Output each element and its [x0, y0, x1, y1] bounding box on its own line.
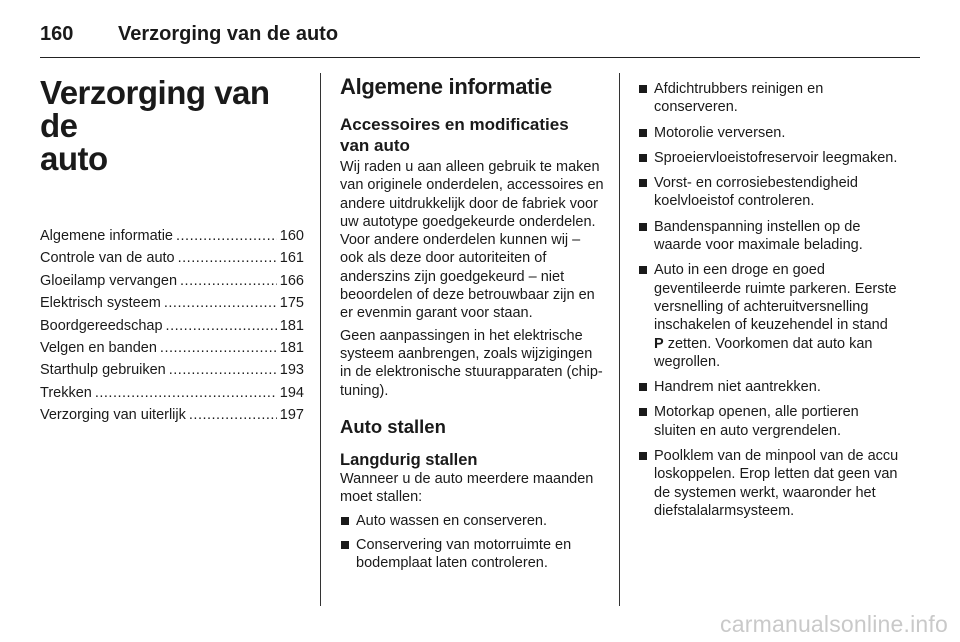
list-item: Sproeiervloeistofreservoir leegmaken. — [638, 149, 900, 167]
chapter-title — [40, 76, 304, 175]
toc-entry[interactable] — [40, 270, 304, 292]
paragraph-accessories: Wij raden u aan alleen gebruik te maken van originele onderdelen, accessoires en andere uitdrukkelijk door de fabriek voor uw autotype goedgekeurde onderdelen. Voor andere onderdelen kunnen wij – ook als deze door autoriteiten of anderszins zijn goedgekeurd – niet beoordelen of deze betrouwbaar zijn en er evenmin garant voor staan. — [340, 159, 604, 322]
list-item: Motorolie verversen. — [638, 124, 900, 142]
toc-entry-page: 161 — [279, 250, 304, 267]
toc-entry[interactable] — [40, 315, 304, 337]
chapter-title-line2: auto — [40, 140, 108, 177]
toc-entry-title: Controle van de auto — [40, 250, 175, 267]
chapter-title-line1: Verzorging van de — [40, 74, 270, 144]
column-divider-2 — [619, 73, 620, 606]
storage-list-continued — [638, 80, 900, 520]
list-item: Afdichtrubbers reinigen en conserveren. — [638, 80, 900, 117]
list-item: Bandenspanning instellen op de waarde voor maximale belading. — [638, 218, 900, 255]
section-title-storage: Auto stallen — [340, 415, 446, 437]
list-item: Handrem niet aantrekken. — [638, 378, 900, 396]
toc-entry[interactable] — [40, 225, 304, 247]
gear-position-key: P — [654, 335, 664, 352]
toc-entry-title: Trekken — [40, 384, 92, 401]
toc-entry[interactable] — [40, 247, 304, 269]
toc-entry-page: 160 — [279, 228, 304, 244]
toc-leader — [189, 404, 277, 426]
toc-entry[interactable] — [40, 292, 304, 314]
toc-entry-page: 181 — [279, 340, 304, 357]
table-of-contents — [40, 225, 304, 427]
toc-entry[interactable] — [40, 359, 304, 381]
running-title: Verzorging van de auto — [118, 22, 339, 45]
toc-leader — [180, 270, 277, 292]
list-item: Motorkap openen, alle portieren sluiten en auto vergrendelen. — [638, 403, 900, 440]
toc-entry-title: Verzorging van uiterlijk — [40, 407, 186, 424]
subsection-title-line2: van auto — [340, 136, 410, 155]
toc-leader — [176, 225, 277, 247]
paragraph-electrical: Geen aanpassingen in het elektrische systeem aanbrengen, zoals wijzigingen in de elektronische stuurapparaten (chip-tuning). — [340, 327, 603, 399]
subsection-title-long-storage: Langdurig stallen — [340, 450, 478, 469]
storage-list — [340, 512, 604, 572]
toc-leader — [169, 359, 277, 381]
paragraph-storage-intro: Wanneer u de auto meerdere maanden moet stallen: — [340, 470, 594, 506]
list-item: Conservering van motorruimte en bodemplaat laten controleren. — [340, 536, 604, 573]
toc-entry-title: Algemene informatie — [40, 228, 173, 244]
list-item: Auto wassen en conserveren. — [340, 512, 604, 530]
toc-leader — [160, 337, 277, 359]
toc-leader — [178, 247, 277, 269]
toc-leader — [164, 292, 277, 314]
toc-entry-title: Velgen en banden — [40, 340, 157, 357]
list-item — [638, 261, 900, 371]
toc-entry[interactable] — [40, 337, 304, 359]
toc-entry[interactable] — [40, 382, 304, 404]
list-item-text-before: Auto in een droge en goed geventileerde ruimte parkeren. Eerste versnelling of achteruitversnelling inschakelen of keuzehendel in stand — [654, 262, 897, 334]
header-rule — [40, 57, 920, 58]
toc-entry-page: 181 — [279, 317, 304, 334]
page-number: 160 — [40, 22, 74, 45]
toc-entry-page: 193 — [279, 362, 304, 379]
toc-entry-title: Gloeilamp vervangen — [40, 272, 178, 289]
section-title-general: Algemene informatie — [340, 74, 552, 99]
subsection-title-accessories — [340, 114, 604, 156]
toc-leader — [166, 315, 277, 337]
content-column-middle — [340, 70, 604, 577]
list-item-text-after: zetten. Voorkomen dat auto kan wegrollen. — [654, 335, 873, 370]
toc-leader — [95, 382, 277, 404]
list-item: Vorst- en corrosiebestendigheid koelvloeistof controleren. — [638, 174, 900, 211]
chapter-column — [40, 70, 304, 427]
subsection-title-line1: Accessoires en modificaties — [340, 115, 569, 134]
toc-entry-title: Boordgereedschap — [40, 317, 163, 334]
page-header — [40, 18, 338, 50]
toc-entry[interactable] — [40, 404, 304, 426]
watermark: carmanualsonline.info — [720, 611, 948, 637]
list-item: Poolklem van de minpool van de accu loskoppelen. Erop letten dat geen van de systemen werkt, waaronder het diefstalalarmsysteem. — [638, 447, 900, 520]
column-divider-1 — [320, 73, 321, 606]
toc-entry-title: Elektrisch systeem — [40, 295, 161, 312]
toc-entry-page: 197 — [279, 407, 304, 424]
toc-entry-page: 194 — [279, 384, 304, 401]
content-column-right — [638, 70, 900, 527]
toc-entry-page: 166 — [279, 272, 304, 289]
toc-entry-title: Starthulp gebruiken — [40, 362, 166, 379]
toc-entry-page: 175 — [279, 295, 304, 312]
